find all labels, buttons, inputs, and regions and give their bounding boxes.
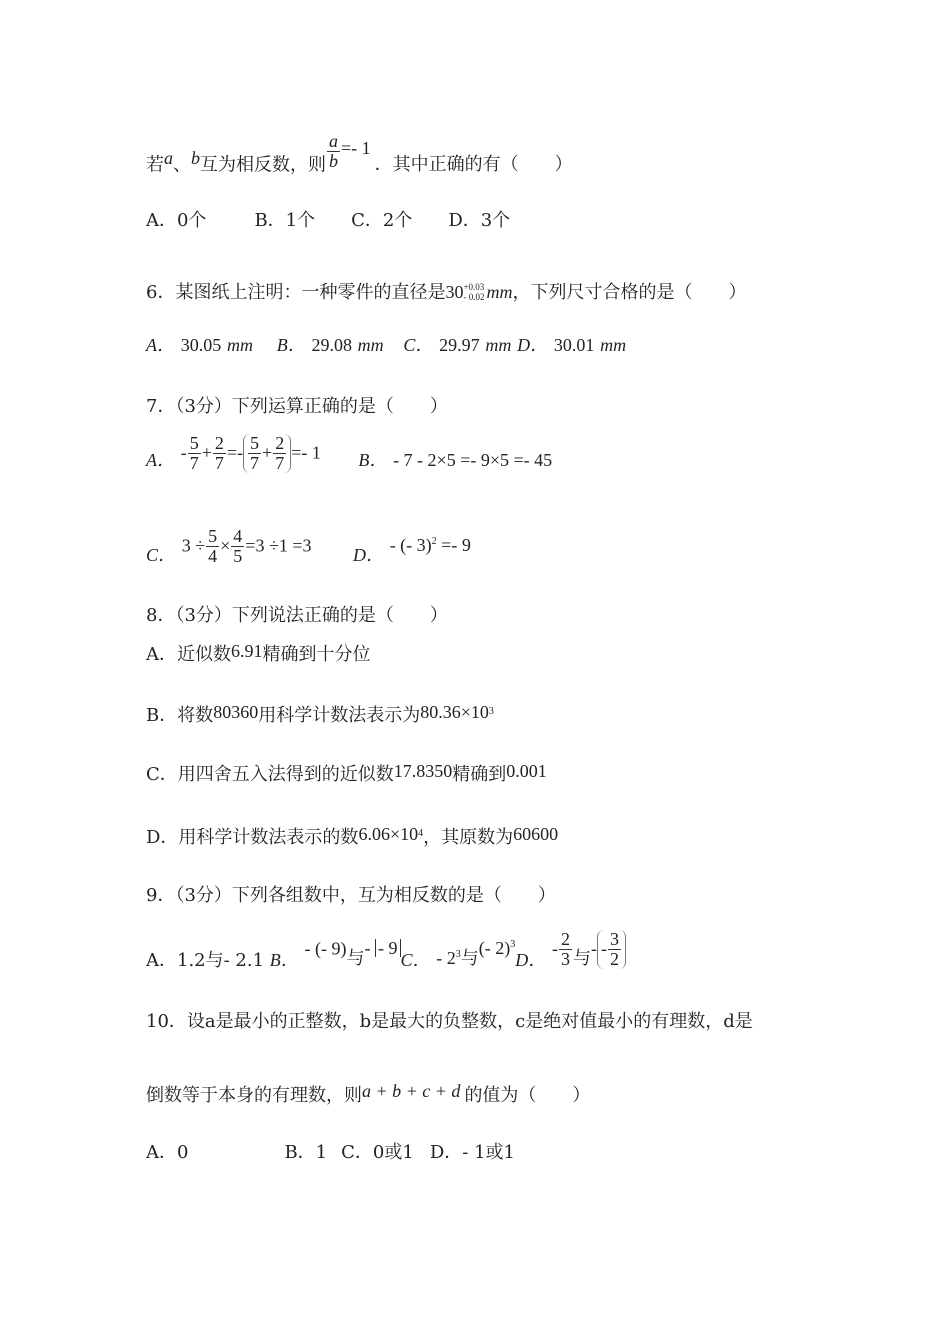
q10-stem-line2: 倒数等于本身的有理数，则a + b + c + d 的值为（ ） xyxy=(146,1081,591,1106)
q8-option-c: C．用四舍五入法得到的近似数17.8350精确到0.001 xyxy=(146,761,547,785)
q5-stem: 若a、b互为相反数，则 $\frac{a}{b}$ =- 1．其中正确的有（ ） xyxy=(146,131,573,176)
q8-option-a: A．近似数6.91精确到十分位 xyxy=(146,641,371,665)
q7-option-a: A． - $\frac{5}{7}$ + $\frac{2}{7}$ =- $\frac{5}{7}$ + $\frac{2}{7}$ =- 1 B． - 7 - 2×5 =- 9×5 =- 45 xyxy=(146,433,553,473)
q5-options: A．0个 B．1个 C．2个 D．3个 xyxy=(146,210,511,231)
q6-stem: 6．某图纸上注明：一种零件的直径是30 +0.03 - 0.02 mm，下列尺寸合格的是（ ） xyxy=(146,282,747,303)
q9-options: A．1.2与- 2.1 B． - (- 9)与- - 9C． - $2^3$与(- 2)$^3$D． - $\frac{2}{3}$ 与- - $\frac{3}{2}$ xyxy=(146,930,626,969)
q6-options: A． 30.05 mm B． 29.08 mm C． 29.97 mm D． 30.01 mm xyxy=(146,335,627,355)
fraction-a-over-b: $\frac{a}{b}$ xyxy=(329,131,338,171)
q8-option-d: D．用科学计数法表示的数$6.06\times 10^4$，其原数为60600 xyxy=(146,824,559,848)
q7-option-c-d: C． 3 ÷ $\frac{5}{4}$ × $\frac{4}{5}$ =3 ÷1 =3 D． - (- 3)$^2$ =- 9 xyxy=(146,526,471,566)
q10-options: A．0 B．1 C．0或1 D．- 1或1 xyxy=(146,1142,515,1163)
q9-stem: 9．（3分）下列各组数中，互为相反数的是（ ） xyxy=(146,885,556,906)
q8-stem: 8．（3分）下列说法正确的是（ ） xyxy=(146,605,448,626)
q7-stem: 7．（3分）下列运算正确的是（ ） xyxy=(146,396,448,417)
q10-stem-line1: 10．设a是最小的正整数，b是最大的负整数，c是绝对值最小的有理数，d是 xyxy=(146,1011,753,1032)
tolerance: +0.03 - 0.02 xyxy=(463,282,485,302)
var-a: a xyxy=(164,148,173,169)
q8-option-b: B．将数80360用科学计数法表示为$80.36\times 10^3$ xyxy=(146,702,494,726)
